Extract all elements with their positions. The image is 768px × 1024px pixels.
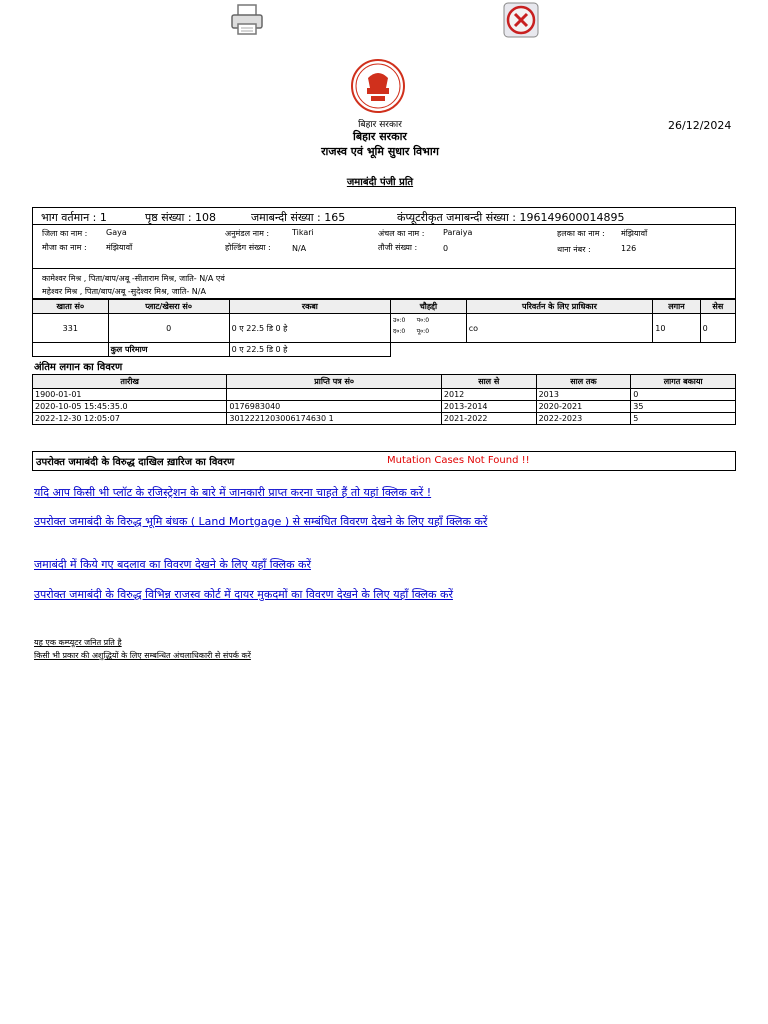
tauji-label: तौजी संख्या : [378, 243, 418, 252]
tauji-value: 0 [443, 244, 449, 253]
halka-value: मंझियावाँ [621, 229, 648, 238]
rakba-cell: 0 ए 22.5 डि 0 हे [229, 314, 390, 343]
chauhaddi-cell [391, 314, 467, 343]
table-row [33, 401, 736, 413]
lagan-cell: 1900-01-01 [33, 389, 227, 401]
computer-generated-note: यह एक कम्प्यूटर जनित प्रति है [34, 638, 122, 647]
col-header: सेस [700, 300, 735, 314]
divider [32, 268, 736, 269]
mauja-value: मंझियावाँ [106, 243, 133, 252]
total-label: कुल परिमाण [108, 343, 229, 357]
header-line2: राजस्व एवं भूमि सुधार विभाग [321, 145, 439, 158]
col-header: लगान [653, 300, 700, 314]
contact-note: किसी भी प्रकार की अशुद्धियों के लिए सम्बन्धित अंचलाधिकारी से संपर्क करें [34, 651, 251, 660]
jamabandi-changes-link[interactable]: जमाबंदी में किये गए बदलाव का विवरण देखने के लिए यहाँ क्लिक करें [34, 558, 311, 571]
document-title: जमाबंदी पंजी प्रति [346, 177, 414, 188]
table-row [33, 413, 736, 425]
lagan-cell: 2022-12-30 12:05:07 [33, 413, 227, 425]
col-header: रकबा [229, 300, 390, 314]
lagan-cell: 2022-2023 [536, 413, 631, 425]
col-header: खाता सं० [33, 300, 109, 314]
lagan-cell: 0176983040 [227, 401, 442, 413]
lagan-cell: 3012221203006174630 1 [227, 413, 442, 425]
lagan-cell: 2013 [536, 389, 631, 401]
lagan-cell: 2012 [441, 389, 536, 401]
bihar-emblem-logo [350, 58, 406, 118]
chauhaddi-west: प०:0 [416, 317, 430, 324]
court-cases-link[interactable]: उपरोक्त जमाबंदी के विरुद्ध विभिन्न राजस्व कोर्ट में दायर मुकदमों का विवरण देखने के लिए यहाँ क्लिक करें [34, 588, 453, 601]
anchal-value: Paraiya [443, 228, 473, 237]
zila-label: जिला का नाम : [42, 229, 88, 238]
registration-link[interactable]: यदि आप किसी भी प्लॉट के रजिस्ट्रेशन के बारे में जानकारी प्राप्त करना चाहते हैं तो यहां क्लिक करें ! [34, 486, 432, 499]
col-header: चौहद्दी [391, 300, 467, 314]
lagan-cell: 10 [653, 314, 700, 343]
khata-cell: 331 [33, 314, 109, 343]
divider [32, 224, 736, 225]
chauhaddi-east: पू०:0 [416, 328, 430, 335]
lagan-cell: 5 [631, 413, 736, 425]
prishth-text: पृष्ठ संख्या : 108 [145, 211, 217, 224]
computer-jamabandi-text: कंप्यूटरीकृत जमाबन्दी संख्या : 196149600014895 [397, 211, 625, 224]
land-mortgage-link[interactable]: उपरोक्त जमाबंदी के विरुद्ध भूमि बंधक ( Land Mortgage ) से सम्बंधित विवरण देखने के लिए यहाँ क्लिक करें [34, 515, 488, 528]
khesra-cell: 0 [108, 314, 229, 343]
col-header: प्लाट/खेसरा सं० [108, 300, 229, 314]
lagan-cell: 2021-2022 [441, 413, 536, 425]
table-row [33, 314, 736, 343]
thana-value: 126 [621, 244, 637, 253]
mutation-label: उपरोक्त जमाबंदी के विरुद्ध दाखिल ख़ारिज का विवरण [36, 457, 235, 468]
bhag-text: भाग वर्तमान : 1 [41, 211, 107, 224]
lagan-table [32, 374, 736, 425]
lagan-cell: 2013-2014 [441, 401, 536, 413]
mutation-status: Mutation Cases Not Found !! [387, 455, 530, 466]
lagan-table-header [33, 375, 736, 389]
holding-label: होल्डिंग संख्या : [225, 243, 271, 252]
mauja-label: मौजा का नाम : [42, 243, 87, 252]
lagan-cell [227, 389, 442, 401]
header-line1: बिहार सरकार [353, 130, 407, 143]
anumandal-value: Tikari [292, 228, 314, 237]
col-header: साल तक [536, 375, 631, 389]
owner-line: महेश्वर मिश्र , पिता/बाप/अबू -सुदेश्वर मिश्र, जाति- N/A [42, 287, 206, 296]
lagan-cell: 35 [631, 401, 736, 413]
total-value: 0 ए 22.5 डि 0 हे [229, 343, 390, 357]
lagan-cell: 0 [631, 389, 736, 401]
col-header: लागत बकाया [631, 375, 736, 389]
anumandal-label: अनुमंडल नाम : [225, 229, 270, 238]
land-table [32, 299, 736, 357]
land-table-header [33, 300, 736, 314]
chauhaddi-north: उ०:0 [393, 317, 406, 324]
col-header: प्राप्ति पत्र सं० [227, 375, 442, 389]
lagan-title: अंतिम लगान का विवरण [34, 362, 123, 373]
lagan-cell: 2020-10-05 15:45:35.0 [33, 401, 227, 413]
jamabandi-text: जमाबन्दी संख्या : 165 [251, 211, 346, 224]
owner-line: कामेश्वर मिश्र , पिता/बाप/अबू -सीताराम मिश्र, जाति- N/A एवं [42, 274, 225, 283]
emblem-caption: बिहार सरकार [358, 120, 402, 130]
close-circle-icon[interactable] [503, 2, 539, 38]
col-header: साल से [441, 375, 536, 389]
chauhaddi-south: द०:0 [393, 328, 406, 335]
col-header: तारीख [33, 375, 227, 389]
anchal-label: अंचल का नाम : [378, 229, 425, 238]
thana-label: थाना नंबर : [557, 245, 591, 254]
printer-icon[interactable] [229, 2, 265, 38]
table-row [33, 343, 736, 357]
table-row [33, 389, 736, 401]
col-header: परिवर्तन के लिए प्राधिकार [466, 300, 653, 314]
ses-cell: 0 [700, 314, 735, 343]
print-date: 26/12/2024 [668, 119, 732, 132]
lagan-cell: 2020-2021 [536, 401, 631, 413]
zila-value: Gaya [106, 228, 127, 237]
halka-label: हलका का नाम : [557, 229, 605, 238]
adhikar-cell: co [466, 314, 653, 343]
holding-value: N/A [292, 244, 307, 253]
